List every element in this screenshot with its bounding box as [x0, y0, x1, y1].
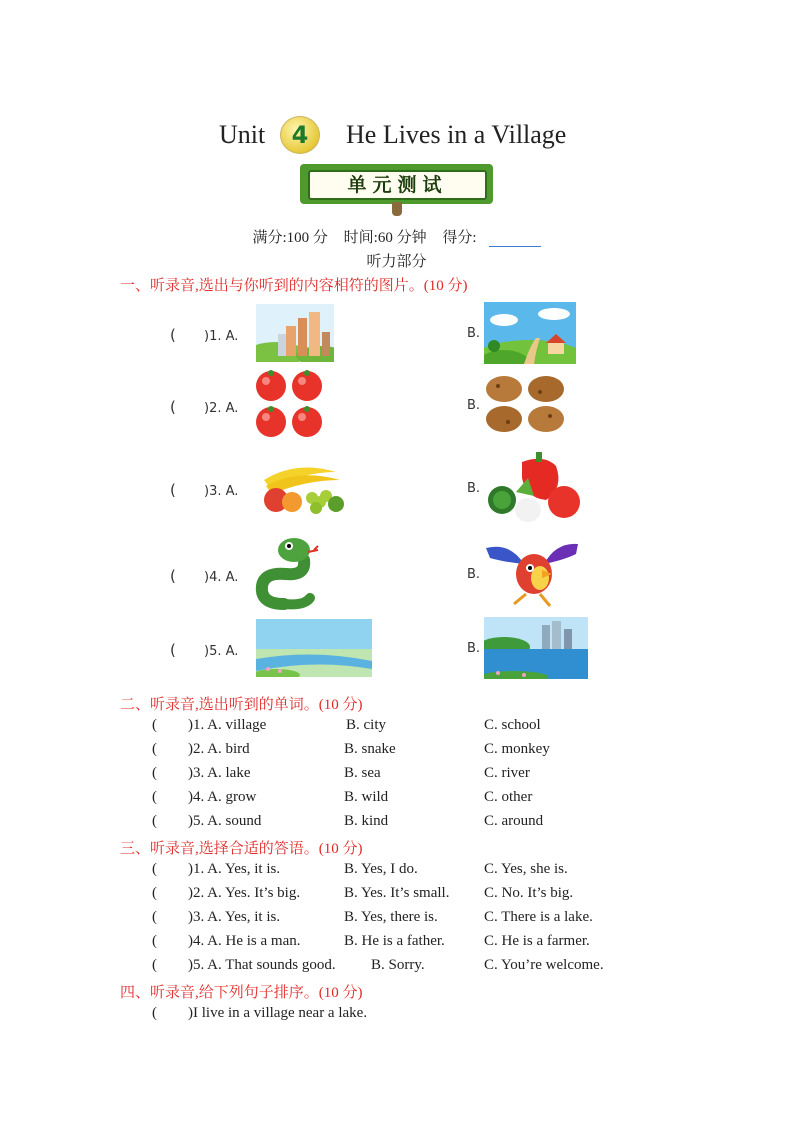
- option-b: B. sea: [344, 765, 381, 781]
- fruits-picture[interactable]: [256, 458, 350, 516]
- item-number: )4. A.: [204, 570, 239, 585]
- option-a: )3. A. lake: [188, 765, 251, 781]
- s3-row2: [0, 885, 793, 905]
- s4-row1: [0, 1005, 793, 1025]
- answer-paren[interactable]: (: [152, 933, 157, 949]
- snake-picture[interactable]: [254, 534, 320, 614]
- unit-title: [0, 116, 793, 156]
- answer-paren[interactable]: (: [152, 957, 157, 973]
- s2-row5: [0, 813, 793, 833]
- s2-row3: [0, 765, 793, 785]
- banner-text: 单元测试: [308, 170, 487, 200]
- option-c: C. around: [484, 813, 544, 829]
- option-b: B. Yes, there is.: [344, 909, 438, 925]
- option-c: C. There is a lake.: [484, 909, 593, 925]
- river-picture[interactable]: [256, 619, 372, 677]
- bird-picture[interactable]: [484, 538, 580, 610]
- full-score: 满分:100 分: [252, 230, 328, 246]
- answer-paren[interactable]: (: [152, 741, 157, 757]
- option-c: C. You’re welcome.: [484, 957, 604, 973]
- city-buildings-picture[interactable]: [256, 304, 334, 362]
- item-number: )2. A.: [204, 401, 239, 416]
- answer-paren[interactable]: (: [170, 326, 176, 344]
- time-limit: 时间:60 分钟: [343, 230, 427, 246]
- s1-item2-b-label: B.: [467, 398, 481, 413]
- banner-peg: [392, 202, 402, 216]
- s2-row1: [0, 717, 793, 737]
- answer-paren[interactable]: (: [152, 861, 157, 877]
- s2-row4: [0, 789, 793, 809]
- s3-row4: [0, 933, 793, 953]
- option-a: )1. A. village: [188, 717, 267, 733]
- option-a: )2. A. bird: [188, 741, 250, 757]
- s2-row2: [0, 741, 793, 761]
- s1-item1: [170, 326, 238, 344]
- option-c: C. No. It’s big.: [484, 885, 574, 901]
- village-picture[interactable]: [484, 302, 576, 364]
- item-number: )3. A.: [204, 484, 239, 499]
- option-c: C. school: [484, 717, 541, 733]
- option-c: C. He is a farmer.: [484, 933, 590, 949]
- s3-row5: [0, 957, 793, 977]
- section1-heading: 一、听录音,选出与你听到的内容相符的图片。(10 分): [120, 278, 468, 294]
- answer-paren[interactable]: (: [152, 789, 157, 805]
- s3-row3: [0, 909, 793, 929]
- item-number: )5. A.: [204, 644, 239, 659]
- option-b: B. Yes. It’s small.: [344, 885, 450, 901]
- answer-paren[interactable]: (: [152, 885, 157, 901]
- option-c: C. Yes, she is.: [484, 861, 568, 877]
- option-a: )5. A. That sounds good.: [188, 957, 336, 973]
- unit-number-badge: 4: [280, 116, 320, 154]
- score-line: [0, 226, 793, 247]
- answer-paren[interactable]: (: [170, 481, 176, 499]
- s1-item4-b-label: B.: [467, 567, 481, 582]
- option-b: B. He is a father.: [344, 933, 445, 949]
- option-a: )5. A. sound: [188, 813, 262, 829]
- section4-heading: 四、听录音,给下列句子排序。(10 分): [120, 985, 363, 1001]
- answer-paren[interactable]: (: [152, 765, 157, 781]
- item-number: )1. A.: [204, 329, 239, 344]
- answer-paren[interactable]: (: [170, 567, 176, 585]
- option-b: B. snake: [344, 741, 396, 757]
- unit-word: Unit: [219, 120, 266, 149]
- option-a: )4. A. grow: [188, 789, 257, 805]
- option-c: C. river: [484, 765, 530, 781]
- lake-city-picture[interactable]: [484, 617, 588, 679]
- s1-item5: [170, 641, 238, 659]
- answer-paren[interactable]: (: [152, 1005, 157, 1021]
- section3-heading: 三、听录音,选择合适的答语。(10 分): [120, 841, 363, 857]
- vegetables-picture[interactable]: [486, 448, 586, 526]
- test-banner: [300, 164, 493, 204]
- score-label: 得分:: [442, 230, 477, 246]
- option-b: B. Sorry.: [371, 957, 425, 973]
- s1-item4: [170, 567, 238, 585]
- answer-paren[interactable]: (: [152, 717, 157, 733]
- answer-paren[interactable]: (: [170, 641, 176, 659]
- answer-paren[interactable]: (: [152, 813, 157, 829]
- potatoes-picture[interactable]: [484, 374, 566, 434]
- option-b: B. wild: [344, 789, 389, 805]
- option-a: )2. A. Yes. It’s big.: [188, 885, 301, 901]
- s1-item1-b-label: B.: [467, 326, 481, 341]
- listening-part-label: 听力部分: [366, 254, 427, 270]
- option-a: )3. A. Yes, it is.: [188, 909, 281, 925]
- option-b: B. kind: [344, 813, 389, 829]
- s1-item3: [170, 481, 238, 499]
- option-b: B. Yes, I do.: [344, 861, 418, 877]
- answer-paren[interactable]: (: [152, 909, 157, 925]
- option-a: )1. A. Yes, it is.: [188, 861, 281, 877]
- option-c: C. monkey: [484, 741, 550, 757]
- sentence: )I live in a village near a lake.: [188, 1005, 368, 1021]
- option-c: C. other: [484, 789, 533, 805]
- unit-name: He Lives in a Village: [346, 120, 567, 149]
- s3-row1: [0, 861, 793, 881]
- answer-paren[interactable]: (: [170, 398, 176, 416]
- s1-item2: [170, 398, 238, 416]
- option-a: )4. A. He is a man.: [188, 933, 301, 949]
- option-b: B. city: [346, 717, 386, 733]
- score-blank[interactable]: [489, 230, 541, 247]
- s1-item5-b-label: B.: [467, 641, 481, 656]
- s1-item3-b-label: B.: [467, 481, 481, 496]
- section2-heading: 二、听录音,选出听到的单词。(10 分): [120, 697, 363, 713]
- tomatoes-picture[interactable]: [254, 368, 326, 440]
